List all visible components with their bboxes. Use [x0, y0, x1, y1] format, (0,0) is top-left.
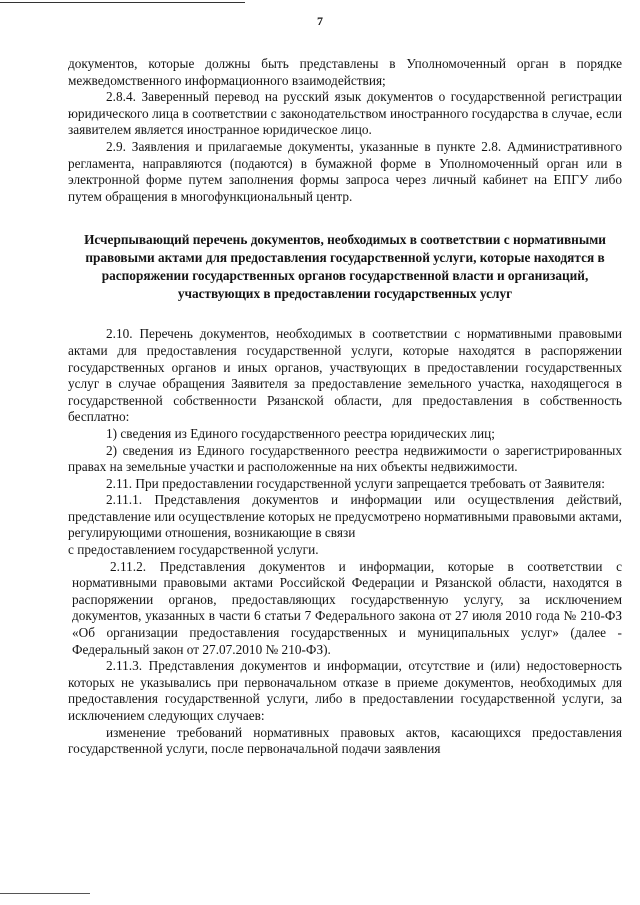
bottom-rule [0, 893, 90, 894]
paragraph-2-8-4: 2.8.4. Заверенный перевод на русский язык документов о государственной регистрации юридического лица в соответствии с законодательством иностранного государства в случае, если заявителем является иностранное юридическое лицо. [68, 89, 622, 138]
list-item-1: 1) сведения из Единого государственного реестра юридических лиц; [106, 425, 495, 441]
page-number: 7 [317, 14, 323, 28]
top-rule [0, 2, 245, 3]
list-item-2: 2) сведения из Единого государственного реестра недвижимости о зарегистрированных правах на земельные участки и расположенные на них объекты недвижимости. [68, 442, 622, 475]
paragraph-2-9: 2.9. Заявления и прилагаемые документы, указанные в пункте 2.8. Административного регламента, направляются (подаются) в бумажной форме в Уполномоченный орган или в электронной форме путем заполнения формы запроса через личный кабинет на ЕПГУ либо путем обращения в многофункциональный центр. [68, 138, 622, 204]
paragraph-2-11: 2.11. При предоставлении государственной услуги запрещается требовать от Заявителя: [106, 475, 605, 491]
paragraph-requirements-change: изменение требований нормативных правовых актов, касающихся предоставления государственной услуги, после первоначальной подачи заявления [68, 724, 622, 757]
paragraph-2-11-1: 2.11.1. Представления документов и информации или осуществления действий, представление или осуществление которых не предусмотрено нормативными правовыми актами, регулирующими отношения, возникающие в связи [68, 492, 622, 541]
section-heading: Исчерпывающий перечень документов, необходимых в соответствии с нормативными правовыми актами для предоставления государственной услуги, которые находятся в распоряжении государственных органов государственной власти и организаций, участвующих в предоставлении государственных услуг [84, 232, 606, 302]
paragraph-documents-continuation: документов, которые должны быть представлены в Уполномоченный орган в порядке межведомственного информационного взаимодействия; [68, 56, 622, 88]
paragraph-2-11-2: 2.11.2. Представления документов и информации, которые в соответствии с нормативными правовыми актами Российской Федерации и Рязанской области, находятся в распоряжении органов, предоставляющих государственную услугу, за исключением документов, указанных в части 6 статьи 7 Федерального закона от 27 июля 2010 года № 210-ФЗ «Об организации предоставления государственных и муниципальных услуг» (далее - Федеральный закон от 27.07.2010 № 210-ФЗ). [72, 558, 622, 657]
paragraph-2-10: 2.10. Перечень документов, необходимых в соответствии с нормативными правовыми актами для предоставления государственной услуги, которые находятся в распоряжении государственных органов и иных органов, участвующих в предоставлении государственных услуг в случае обращения Заявителя за предоставление земельного участка, находящегося в государственной собственности Рязанской области, для предоставления в собственность бесплатно: [68, 326, 622, 425]
document-body [68, 56, 622, 758]
paragraph-2-11-3: 2.11.3. Представления документов и информации, отсутствие и (или) недостоверность которых не указывались при первоначальном отказе в приеме документов, необходимых для предоставления государственной услуги, либо в предоставлении государственной услуги, за исключением следующих случаев: [68, 658, 622, 723]
paragraph-2-11-1-continuation: с предоставлением государственной услуги. [68, 542, 319, 558]
